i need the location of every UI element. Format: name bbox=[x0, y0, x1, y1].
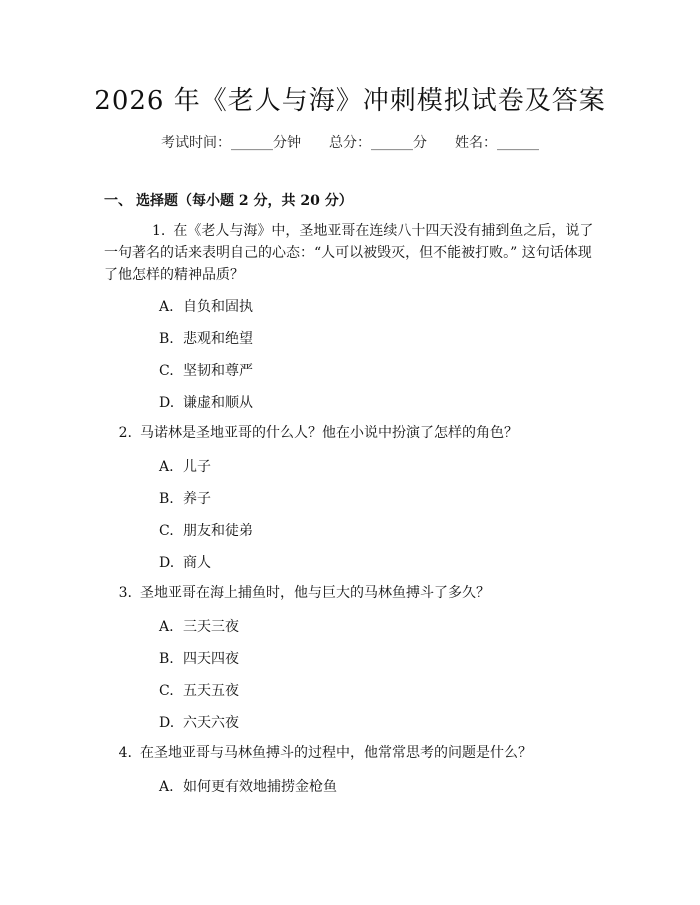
question-text: 在圣地亚哥与马林鱼搏斗的过程中，他常常思考的问题是什么？ bbox=[140, 745, 532, 761]
option-letter: C. bbox=[159, 683, 174, 699]
name-label: 姓名： bbox=[455, 135, 497, 151]
option-letter: A. bbox=[159, 459, 174, 475]
option-letter: A. bbox=[159, 619, 174, 635]
option-3d bbox=[159, 712, 239, 732]
option-2c bbox=[159, 520, 253, 540]
option-text: 悲观和绝望 bbox=[183, 331, 253, 347]
option-1c bbox=[159, 360, 253, 380]
option-2a bbox=[159, 456, 211, 476]
question-1 bbox=[104, 220, 604, 286]
option-1b bbox=[159, 328, 253, 348]
section-heading bbox=[104, 190, 353, 210]
option-2d bbox=[159, 552, 211, 572]
option-letter: D. bbox=[159, 555, 175, 571]
option-3b bbox=[159, 648, 239, 668]
question-text: 马诺林是圣地亚哥的什么人？他在小说中扮演了怎样的角色？ bbox=[140, 425, 518, 441]
option-text: 三天三夜 bbox=[183, 619, 239, 635]
exam-meta-line bbox=[0, 132, 700, 152]
option-text: 谦虚和顺从 bbox=[183, 395, 253, 411]
score-blank: ______ bbox=[371, 135, 413, 151]
question-number: 4. bbox=[118, 745, 132, 761]
option-letter: B. bbox=[159, 491, 174, 507]
option-2b bbox=[159, 488, 211, 508]
option-1a bbox=[159, 296, 253, 316]
option-text: 如何更有效地捕捞金枪鱼 bbox=[183, 779, 337, 795]
question-2 bbox=[104, 422, 604, 444]
option-3a bbox=[159, 616, 239, 636]
option-letter: A. bbox=[159, 779, 174, 795]
option-letter: A. bbox=[159, 299, 174, 315]
question-4 bbox=[104, 742, 604, 764]
option-text: 朋友和徒弟 bbox=[183, 523, 253, 539]
option-letter: D. bbox=[159, 395, 175, 411]
score-unit: 分 bbox=[413, 135, 427, 151]
question-number: 2. bbox=[118, 425, 132, 441]
option-text: 养子 bbox=[183, 491, 211, 507]
option-text: 儿子 bbox=[183, 459, 211, 475]
option-4a bbox=[159, 776, 337, 796]
option-1d bbox=[159, 392, 253, 412]
option-text: 六天六夜 bbox=[183, 715, 239, 731]
option-3c bbox=[159, 680, 239, 700]
question-number: 1. bbox=[152, 223, 166, 239]
question-3 bbox=[104, 582, 604, 604]
section-title: 选择题（每小题 2 分，共 20 分） bbox=[136, 193, 353, 209]
question-number: 3. bbox=[118, 585, 132, 601]
time-label: 考试时间： bbox=[161, 135, 231, 151]
time-blank: ______ bbox=[231, 135, 273, 151]
page-title: 2026 年《老人与海》冲刺模拟试卷及答案 bbox=[94, 86, 606, 116]
option-letter: D. bbox=[159, 715, 175, 731]
option-text: 四天四夜 bbox=[183, 651, 239, 667]
name-blank: ______ bbox=[497, 135, 539, 151]
option-letter: C. bbox=[159, 363, 174, 379]
section-number: 一、 bbox=[104, 193, 132, 209]
option-letter: C. bbox=[159, 523, 174, 539]
option-text: 五天五夜 bbox=[183, 683, 239, 699]
question-text: 在《老人与海》中，圣地亚哥在连续八十四天没有捕到鱼之后，说了一句著名的话来表明自己的心态：“人可以被毁灭，但不能被打败。” 这句话体现了他怎样的精神品质？ bbox=[104, 223, 594, 283]
option-text: 坚韧和尊严 bbox=[183, 363, 253, 379]
time-unit: 分钟 bbox=[273, 135, 301, 151]
option-text: 商人 bbox=[183, 555, 211, 571]
option-letter: B. bbox=[159, 331, 174, 347]
question-text: 圣地亚哥在海上捕鱼时，他与巨大的马林鱼搏斗了多久？ bbox=[140, 585, 490, 601]
option-letter: B. bbox=[159, 651, 174, 667]
score-label: 总分： bbox=[329, 135, 371, 151]
option-text: 自负和固执 bbox=[183, 299, 253, 315]
